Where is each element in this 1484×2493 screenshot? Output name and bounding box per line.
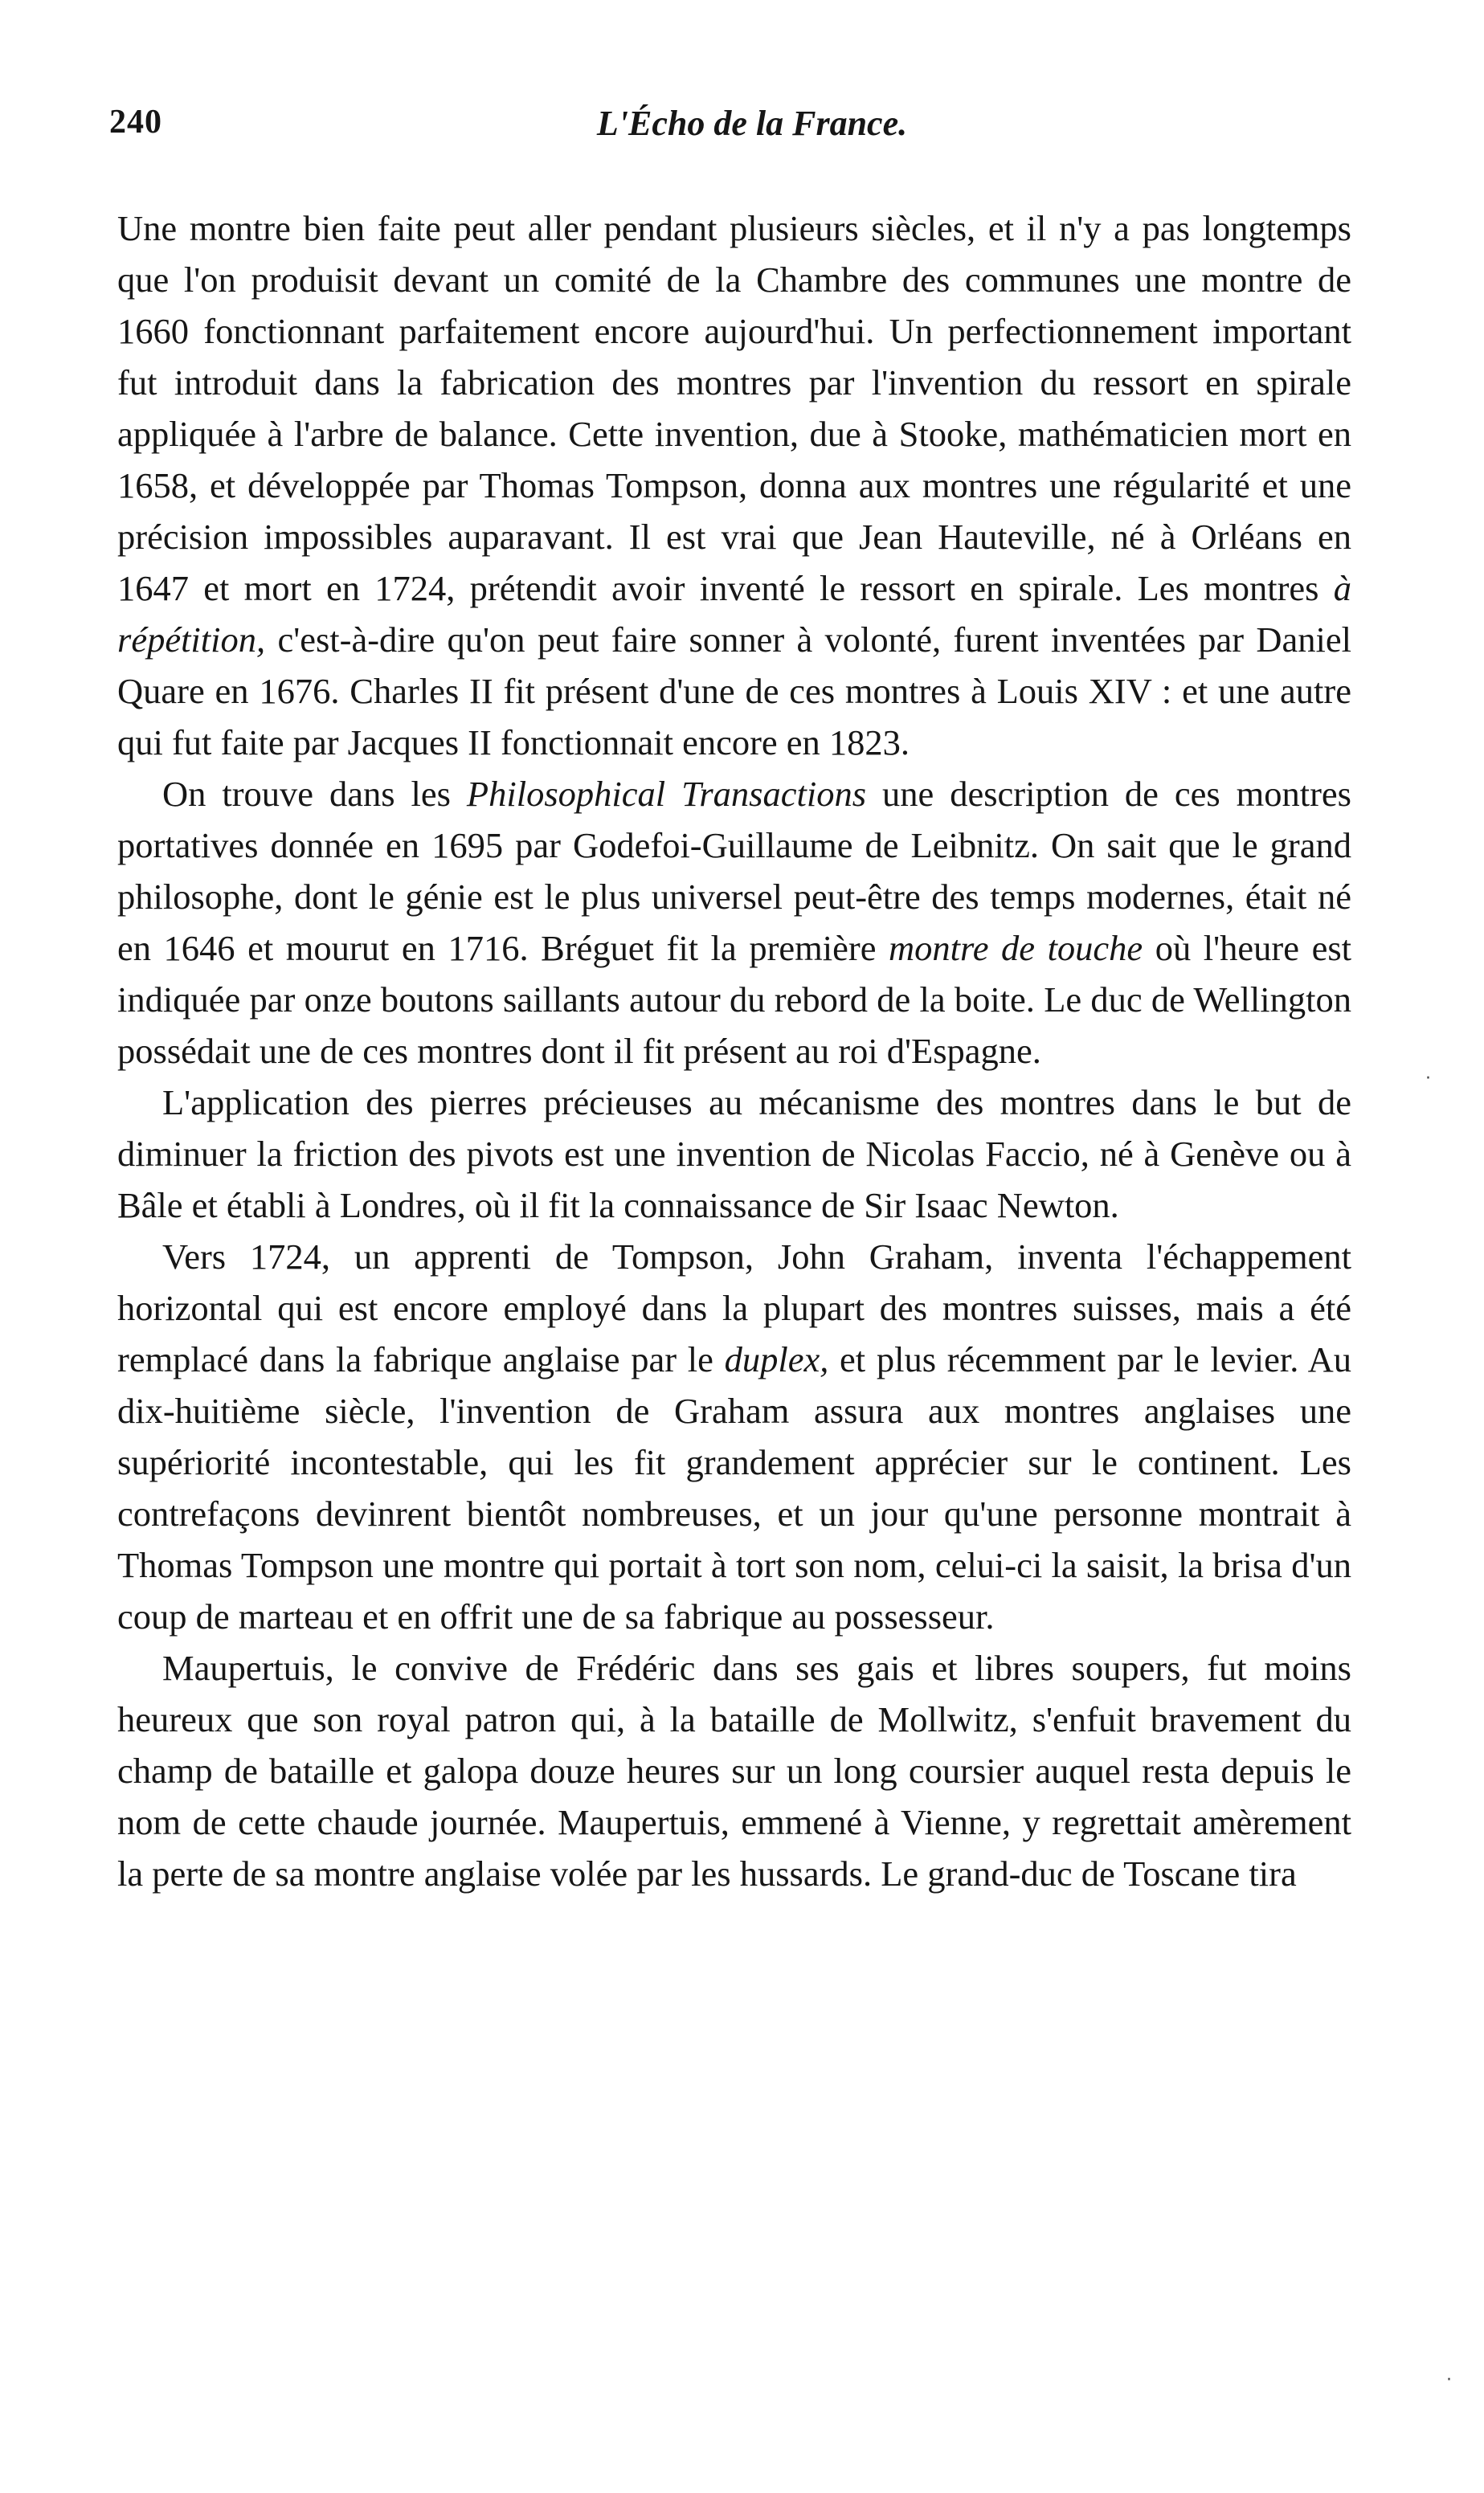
- italic-term: à répétition,: [117, 568, 1351, 660]
- paragraph-text: Vers 1724, un apprenti de Tompson, John Graham, inventa l'échappement horizontal qui est encore employé dans la plupart des montres suisses, mais a été remplacé dans la fabrique anglaise par le: [117, 1236, 1351, 1379]
- paragraph-text: L'application des pierres précieuses au mécanisme des montres dans le but de diminuer la friction des pivots est une invention de Nicolas Faccio, né à Genève ou à Bâle et établi à Londres, où il fit la connaissance de Sir Isaac Newton.: [117, 1082, 1351, 1225]
- italic-term: Philosophical Transactions: [466, 774, 867, 814]
- paragraph-2: [117, 768, 1351, 1077]
- paragraph-text: Une montre bien faite peut aller pendant plusieurs siècles, et il n'y a pas longtemps que l'on produisit devant un comité de la Chambre des communes une montre de 1660 fonctionnant parfaitement encore aujourd'hui. Un perfectionnement important fut introduit dans la fabrication des montres par l'invention du ressort en spirale appliquée à l'arbre de balance. Cette invention, due à Stooke, mathématicien mort en 1658, et développée par Thomas Tompson, donna aux montres une régularité et une précision impossibles auparavant. Il est vrai que Jean Hauteville, né à Orléans en 1647 et mort en 1724, prétendit avoir inventé le ressort en spirale. Les montres: [117, 208, 1351, 608]
- paragraph-text: où l'heure est indiquée par onze boutons saillants autour du rebord de la boite. Le duc de Wellington possédait une de ces montres dont il fit présent au roi d'Espagne.: [117, 928, 1351, 1071]
- paragraph-1: [117, 202, 1351, 768]
- paragraph-text: une description de ces montres portatives donnée en 1695 par Godefoi-Guillaume de Leibnitz. On sait que le grand philosophe, dont le génie est le plus universel peut-être des temps modernes, était né en 1646 et mourut en 1716. Bréguet fit la première: [117, 774, 1351, 968]
- italic-term: montre de touche: [889, 928, 1143, 968]
- page-number: 240: [109, 104, 162, 141]
- print-speck: ·: [1425, 1069, 1431, 1089]
- paragraph-text: Maupertuis, le convive de Frédéric dans ses gais et libres soupers, fut moins heureux que son royal patron qui, à la bataille de Mollwitz, s'enfuit bravement du champ de bataille et galopa douze heures sur un long coursier auquel resta depuis le nom de cette chaude journée. Maupertuis, emmené à Vienne, y regrettait amèrement la perte de sa montre anglaise volée par les hussards. Le grand-duc de Toscane tira: [117, 1648, 1351, 1894]
- body-text: [117, 202, 1351, 1899]
- paragraph-text: et plus récemment par le levier. Au dix-huitième siècle, l'invention de Graham assura aux montres anglaises une supériorité incontestable, qui les fit grandement apprécier sur le continent. Les contrefaçons devinrent bientôt nombreuses, et un jour qu'une personne montrait à Thomas Tompson une montre qui portait à tort son nom, celui-ci la saisit, la brisa d'un coup de marteau et en offrit une de sa fabrique au possesseur.: [117, 1339, 1351, 1637]
- paragraph-5: [117, 1642, 1351, 1899]
- paragraph-text: On trouve dans les: [162, 774, 467, 814]
- paragraph-3: [117, 1077, 1351, 1231]
- paragraph-text: c'est-à-dire qu'on peut faire sonner à volonté, furent inventées par Daniel Quare en 1676. Charles II fit présent d'une de ces montres à Louis XIV : et une autre qui fut faite par Jacques II fonctionnait encore en 1823.: [117, 619, 1351, 762]
- print-speck: ·: [1446, 2370, 1452, 2390]
- italic-term: duplex,: [724, 1339, 829, 1379]
- page-header: [109, 103, 1359, 159]
- running-title: L'Écho de la France.: [596, 104, 908, 143]
- paragraph-4: [117, 1231, 1351, 1642]
